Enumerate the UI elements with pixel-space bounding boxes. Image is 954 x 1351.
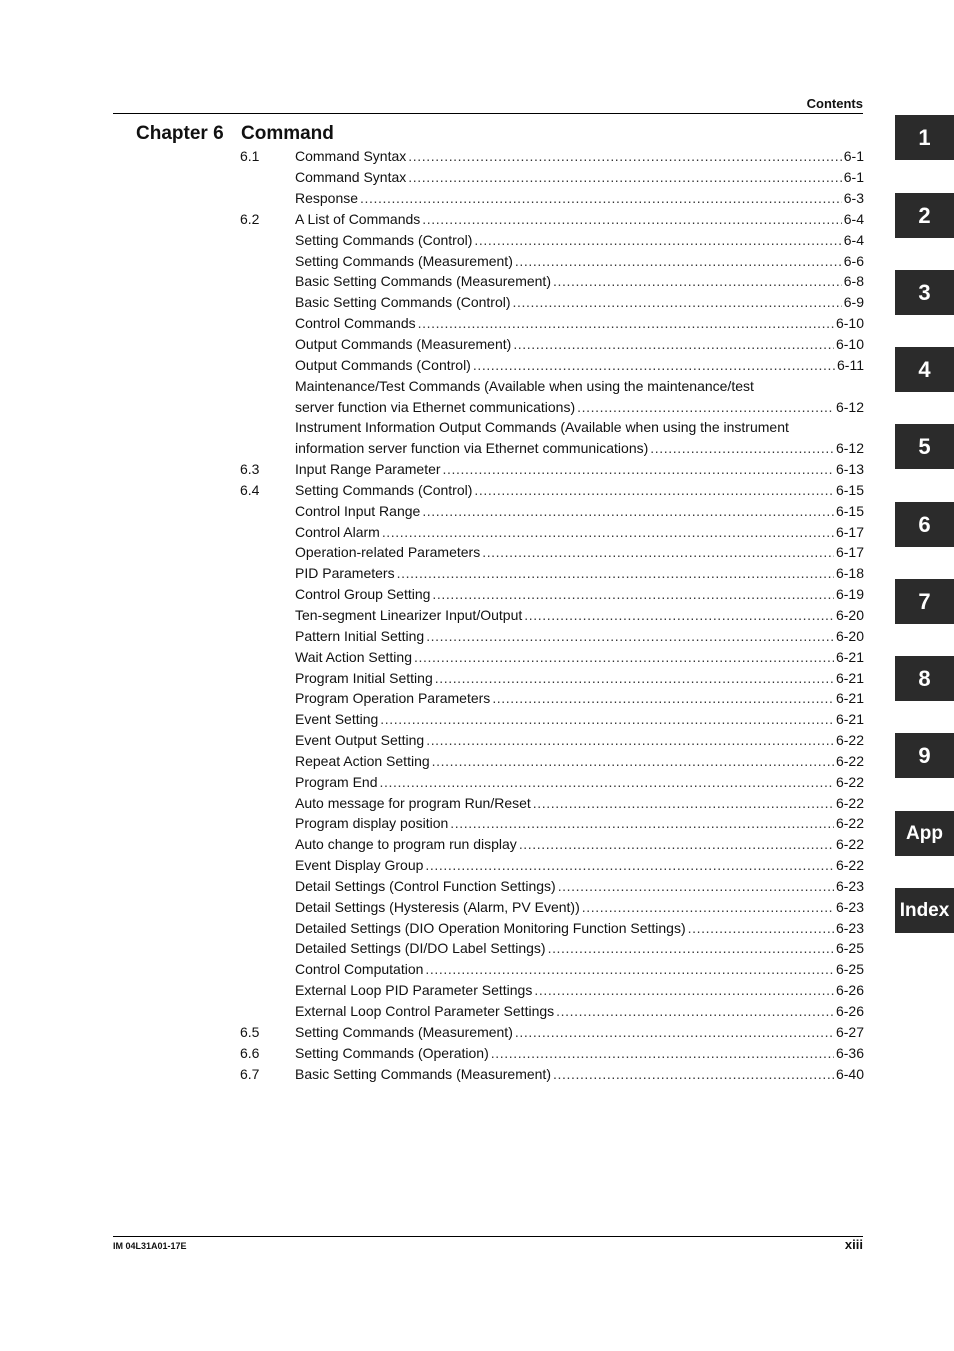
toc-entry-title: PID Parameters <box>295 565 395 582</box>
toc-entry-title: Command Syntax <box>295 169 407 186</box>
toc-entry[interactable] <box>240 709 864 730</box>
toc-leader-dots <box>577 399 834 415</box>
toc-entry[interactable] <box>240 334 864 355</box>
toc-leader-dots <box>515 1024 834 1040</box>
toc-page-number: 6-22 <box>835 752 864 769</box>
toc-entry[interactable] <box>240 584 864 605</box>
toc-section-number: 6.5 <box>240 1023 260 1040</box>
toc-entry[interactable] <box>240 959 864 980</box>
toc-leader-dots <box>397 565 834 581</box>
toc-entry[interactable] <box>240 771 864 792</box>
toc-leader-dots <box>582 899 834 915</box>
toc-entry[interactable] <box>240 813 864 834</box>
toc-entry-title: Setting Commands (Control) <box>295 231 473 248</box>
toc-entry[interactable] <box>240 938 864 959</box>
table-of-contents <box>240 146 864 1084</box>
toc-section-number: 6.6 <box>240 1044 260 1061</box>
toc-entry-title: Wait Action Setting <box>295 648 412 665</box>
toc-entry-title: Command Syntax <box>295 148 407 165</box>
chapter-tab[interactable]: 6 <box>895 502 954 547</box>
toc-entry-title: Control Computation <box>295 961 424 978</box>
toc-page-number: 6-13 <box>835 461 864 478</box>
toc-leader-dots <box>432 586 834 602</box>
chapter-tab[interactable]: 8 <box>895 656 954 701</box>
toc-entry-title: Auto message for program Run/Reset <box>295 794 531 811</box>
toc-entry-title: Output Commands (Control) <box>295 356 471 373</box>
toc-leader-dots <box>474 482 834 498</box>
chapter-tab[interactable]: 9 <box>895 733 954 778</box>
toc-entry[interactable] <box>240 896 864 917</box>
toc-leader-dots <box>534 982 834 998</box>
toc-page-number: 6-22 <box>835 836 864 853</box>
toc-entry[interactable] <box>240 667 864 688</box>
toc-leader-dots <box>482 544 834 560</box>
toc-leader-dots <box>473 357 835 373</box>
toc-entry-title: Detailed Settings (DI/DO Label Settings) <box>295 940 546 957</box>
chapter-tab[interactable]: 7 <box>895 579 954 624</box>
toc-page-number: 6-22 <box>835 815 864 832</box>
toc-entry[interactable] <box>240 271 864 292</box>
toc-entry-title: information server function via Ethernet communications) <box>295 440 649 457</box>
toc-entry[interactable] <box>240 354 864 375</box>
toc-leader-dots <box>379 774 833 790</box>
toc-leader-dots <box>426 732 834 748</box>
toc-page-number: 6-18 <box>835 565 864 582</box>
chapter-tab[interactable]: 2 <box>895 193 954 238</box>
toc-leader-dots <box>435 670 834 686</box>
toc-leader-dots <box>519 836 834 852</box>
chapter-title: Command <box>241 123 334 144</box>
toc-page-number: 6-9 <box>843 294 864 311</box>
toc-page-number: 6-17 <box>835 523 864 540</box>
toc-entry-title: External Loop Control Parameter Settings <box>295 1003 555 1020</box>
toc-page-number: 6-21 <box>835 648 864 665</box>
toc-leader-dots <box>513 336 834 352</box>
toc-leader-dots <box>380 711 834 727</box>
toc-leader-dots <box>422 211 841 227</box>
toc-entry[interactable] <box>240 750 864 771</box>
toc-entry-title: Control Group Setting <box>295 586 431 603</box>
toc-leader-dots <box>408 169 841 185</box>
toc-page-number: 6-23 <box>835 919 864 936</box>
toc-page-number: 6-4 <box>843 210 864 227</box>
toc-page-number: 6-26 <box>835 1003 864 1020</box>
toc-leader-dots <box>425 857 834 873</box>
toc-entry[interactable] <box>240 459 864 480</box>
toc-entry[interactable] <box>240 917 864 938</box>
toc-leader-dots <box>360 190 842 206</box>
toc-entry-title: server function via Ethernet communications) <box>295 398 576 415</box>
toc-section-number: 6.2 <box>240 210 260 227</box>
toc-entry[interactable] <box>240 1063 864 1084</box>
toc-entry-title: Control Commands <box>295 315 416 332</box>
toc-leader-dots <box>553 1066 834 1082</box>
toc-entry-title: Program display position <box>295 815 449 832</box>
toc-entry[interactable] <box>240 396 864 417</box>
chapter-number: Chapter 6 <box>136 123 224 144</box>
toc-leader-dots <box>513 294 842 310</box>
toc-entry-title: Response <box>295 190 359 207</box>
toc-page-number: 6-19 <box>835 586 864 603</box>
toc-page-number: 6-22 <box>835 732 864 749</box>
toc-entry[interactable] <box>240 146 864 167</box>
toc-entry-title: Control Input Range <box>295 502 421 519</box>
toc-page-number: 6-22 <box>835 773 864 790</box>
toc-entry-title: Output Commands (Measurement) <box>295 336 512 353</box>
toc-page-number: 6-12 <box>835 398 864 415</box>
toc-page-number: 6-1 <box>843 148 864 165</box>
toc-entry[interactable] <box>240 855 864 876</box>
toc-entry-title: A List of Commands <box>295 210 421 227</box>
toc-entry[interactable] <box>240 834 864 855</box>
toc-leader-dots <box>558 878 834 894</box>
toc-page-number: 6-3 <box>843 190 864 207</box>
chapter-tab[interactable]: 5 <box>895 424 954 469</box>
toc-page-number: 6-12 <box>835 440 864 457</box>
toc-page-number: 6-25 <box>835 940 864 957</box>
toc-page-number: 6-17 <box>835 544 864 561</box>
toc-entry-title: Program Operation Parameters <box>295 690 491 707</box>
toc-entry[interactable] <box>240 542 864 563</box>
toc-page-number: 6-21 <box>835 690 864 707</box>
toc-leader-dots <box>474 232 841 248</box>
toc-page-number: 6-25 <box>835 961 864 978</box>
header-rule <box>113 113 863 114</box>
toc-entry[interactable] <box>240 1001 864 1022</box>
toc-page-number: 6-15 <box>835 502 864 519</box>
toc-page-number: 6-21 <box>835 669 864 686</box>
toc-page-number: 6-20 <box>835 606 864 623</box>
toc-leader-dots <box>418 315 834 331</box>
toc-page-number: 6-8 <box>843 273 864 290</box>
toc-entry-title: Instrument Information Output Commands (Available when using the instrument <box>295 419 789 436</box>
toc-entry[interactable] <box>240 876 864 897</box>
chapter-tab[interactable]: 4 <box>895 347 954 392</box>
toc-leader-dots <box>688 920 834 936</box>
toc-entry-title: Auto change to program run display <box>295 836 517 853</box>
toc-page-number: 6-40 <box>835 1065 864 1082</box>
running-header: Contents <box>806 96 863 111</box>
toc-entry[interactable] <box>240 167 864 188</box>
toc-entry[interactable] <box>240 438 864 459</box>
toc-leader-dots <box>382 524 834 540</box>
toc-entry-title: Input Range Parameter <box>295 461 441 478</box>
toc-entry[interactable] <box>240 375 864 396</box>
toc-page-number: 6-21 <box>835 711 864 728</box>
toc-entry[interactable] <box>240 500 864 521</box>
toc-entry-title: Detailed Settings (DIO Operation Monitoring Function Settings) <box>295 919 686 936</box>
toc-entry-title: Program End <box>295 773 378 790</box>
toc-entry-title: Event Setting <box>295 711 379 728</box>
toc-entry[interactable] <box>240 480 864 501</box>
toc-entry[interactable] <box>240 229 864 250</box>
toc-leader-dots <box>553 273 842 289</box>
toc-page-number: 6-22 <box>835 857 864 874</box>
toc-page-number: 6-15 <box>835 481 864 498</box>
chapter-tab[interactable]: Index <box>895 888 954 933</box>
toc-entry[interactable] <box>240 605 864 626</box>
toc-page-number: 6-23 <box>835 877 864 894</box>
toc-leader-dots <box>533 795 834 811</box>
toc-page-number: 6-10 <box>835 315 864 332</box>
toc-entry-title: Detail Settings (Control Function Settings) <box>295 877 556 894</box>
toc-leader-dots <box>450 815 834 831</box>
toc-entry[interactable] <box>240 625 864 646</box>
toc-entry[interactable] <box>240 209 864 230</box>
toc-entry[interactable] <box>240 688 864 709</box>
toc-entry-title: Detail Settings (Hysteresis (Alarm, PV Event)) <box>295 898 580 915</box>
toc-entry[interactable] <box>240 1042 864 1063</box>
page-number: xiii <box>844 1237 863 1252</box>
toc-leader-dots <box>443 461 834 477</box>
toc-leader-dots <box>432 753 834 769</box>
toc-section-number: 6.4 <box>240 481 260 498</box>
toc-leader-dots <box>425 961 834 977</box>
toc-page-number: 6-20 <box>835 627 864 644</box>
toc-page-number: 6-22 <box>835 794 864 811</box>
toc-section-number: 6.7 <box>240 1065 260 1082</box>
toc-entry-title: Repeat Action Setting <box>295 752 430 769</box>
toc-entry-title: Program Initial Setting <box>295 669 433 686</box>
toc-page-number: 6-27 <box>835 1023 864 1040</box>
toc-entry-title: Control Alarm <box>295 523 380 540</box>
toc-leader-dots <box>548 940 834 956</box>
toc-entry-title: Ten-segment Linearizer Input/Output <box>295 606 523 623</box>
toc-entry-title: Setting Commands (Operation) <box>295 1044 489 1061</box>
toc-entry[interactable] <box>240 730 864 751</box>
toc-leader-dots <box>650 440 834 456</box>
toc-entry-title: Setting Commands (Measurement) <box>295 1023 513 1040</box>
footer-rule <box>113 1236 863 1237</box>
toc-leader-dots <box>515 253 842 269</box>
toc-page-number: 6-6 <box>843 252 864 269</box>
toc-entry[interactable] <box>240 646 864 667</box>
toc-leader-dots <box>422 503 834 519</box>
toc-leader-dots <box>524 607 834 623</box>
toc-entry[interactable] <box>240 1021 864 1042</box>
toc-section-number: 6.1 <box>240 148 260 165</box>
chapter-tab[interactable]: App <box>895 811 954 856</box>
toc-page-number: 6-36 <box>835 1044 864 1061</box>
toc-leader-dots <box>556 1003 834 1019</box>
toc-section-number: 6.3 <box>240 461 260 478</box>
toc-page-number: 6-1 <box>843 169 864 186</box>
toc-entry-title: Operation-related Parameters <box>295 544 481 561</box>
toc-entry-title: External Loop PID Parameter Settings <box>295 982 533 999</box>
toc-entry-title: Setting Commands (Measurement) <box>295 252 513 269</box>
toc-leader-dots <box>414 649 834 665</box>
toc-entry[interactable] <box>240 521 864 542</box>
toc-page-number: 6-4 <box>843 231 864 248</box>
toc-page-number: 6-23 <box>835 898 864 915</box>
toc-entry-title: Maintenance/Test Commands (Available when using the maintenance/test <box>295 377 754 394</box>
chapter-heading <box>136 123 334 145</box>
toc-leader-dots <box>492 690 834 706</box>
toc-entry-title: Event Output Setting <box>295 732 425 749</box>
chapter-tab[interactable]: 3 <box>895 270 954 315</box>
toc-page-number: 6-11 <box>837 356 864 373</box>
toc-leader-dots <box>491 1045 834 1061</box>
toc-entry-title: Basic Setting Commands (Measurement) <box>295 273 551 290</box>
toc-entry[interactable] <box>240 792 864 813</box>
toc-entry-title: Basic Setting Commands (Measurement) <box>295 1065 551 1082</box>
toc-entry[interactable] <box>240 563 864 584</box>
toc-entry[interactable] <box>240 250 864 271</box>
document-id: IM 04L31A01-17E <box>113 1241 187 1251</box>
toc-entry[interactable] <box>240 417 864 438</box>
toc-page-number: 6-10 <box>835 336 864 353</box>
toc-entry-title: Setting Commands (Control) <box>295 481 473 498</box>
toc-entry-title: Basic Setting Commands (Control) <box>295 294 511 311</box>
toc-entry[interactable] <box>240 980 864 1001</box>
toc-entry[interactable] <box>240 292 864 313</box>
toc-entry[interactable] <box>240 188 864 209</box>
chapter-tab[interactable]: 1 <box>895 115 954 160</box>
toc-entry-title: Event Display Group <box>295 857 424 874</box>
toc-entry[interactable] <box>240 313 864 334</box>
toc-entry-title: Pattern Initial Setting <box>295 627 425 644</box>
toc-page-number: 6-26 <box>835 982 864 999</box>
toc-leader-dots <box>426 628 834 644</box>
toc-leader-dots <box>408 148 841 164</box>
